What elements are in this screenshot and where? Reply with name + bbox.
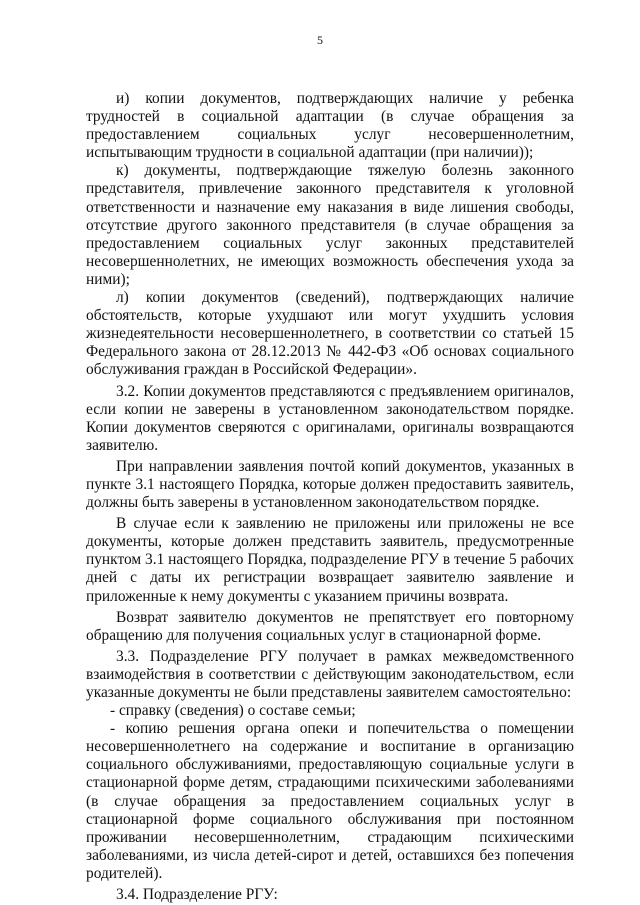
paragraph-item-l: л) копии документов (сведений), подтверждающих наличие обстоятельств, которые ухудшают или могут ухудшить условия жизнедеятельности несовершеннолетнего, в соответствии со статьей 15 Федерального закона от 28.12.2013 № 442-ФЗ «Об основах социального обслуживания граждан в Российской Федерации».	[86, 289, 574, 379]
paragraph-missing-documents: В случае если к заявлению не приложены или приложены не все документы, которые должен представить заявитель, предусмотренные пунктом 3.1 настоящего Порядка, подразделение РГУ в течение 5 рабочих дней с даты их регистрации возвращает заявителю заявление и приложенные к нему документы с указанием причины возврата.	[86, 515, 574, 605]
paragraph-section-3-4: 3.4. Подразделение РГУ:	[116, 886, 278, 904]
paragraph-item-i: и) копии документов, подтверждающих наличие у ребенка трудностей в социальной адаптации (в случае обращения за предоставлением социальных услуг несовершеннолетним, испытывающим трудности в социальной адаптации (при наличии));	[86, 90, 574, 162]
paragraph-section-3-3: 3.3. Подразделение РГУ получает в рамках межведомственного взаимодействия в соответствии с действующим законодательством, если указанные документы не были представлены заявителем самостоятельно:	[86, 647, 574, 701]
paragraph-item-k: к) документы, подтверждающие тяжелую болезнь законного представителя, привлечение законного представителя к уголовной ответственности и назначение ему наказания в виде лишения свободы, отсутствие другого законного представителя (в случае обращения за предоставлением социальных услуг законных представителей несовершеннолетних, не имеющих возможность обеспечения ухода за ними);	[86, 162, 574, 288]
paragraph-postal-submission: При направлении заявления почтой копий документов, указанных в пункте 3.1 настоящего Порядка, которые должен предоставить заявитель, должны быть заверены в установленном законодательством порядке.	[86, 457, 574, 512]
list-item-guardianship-decision: - копию решения органа опеки и попечительства о помещении несовершеннолетнего на содержание и воспитание в организацию социального обслуживаниями, предоставляющую социальные услуги в стационарной форме детям, страдающими психическими заболеваниями (в случае обращения за предоставлением социальных услуг в стационарной форме социального обслуживания при постоянном проживании несовершеннолетним, страдающим психическими заболеваниями, из числа детей-сирот и детей, оставшихся без попечения родителей).	[86, 720, 574, 882]
paragraph-return-documents: Возврат заявителю документов не препятствует его повторному обращению для получения социальных услуг в стационарной форме.	[86, 608, 574, 644]
list-item-family-certificate: - справку (сведения) о составе семьи;	[110, 702, 356, 720]
document-body	[86, 90, 574, 904]
paragraph-section-3-2: 3.2. Копии документов представляются с предъявлением оригиналов, если копии не заверены в установленном законодательством порядке. Копии документов сверяются с оригиналами, оригиналы возвращаются заявителю.	[86, 382, 574, 454]
page-number: 5	[317, 33, 323, 47]
